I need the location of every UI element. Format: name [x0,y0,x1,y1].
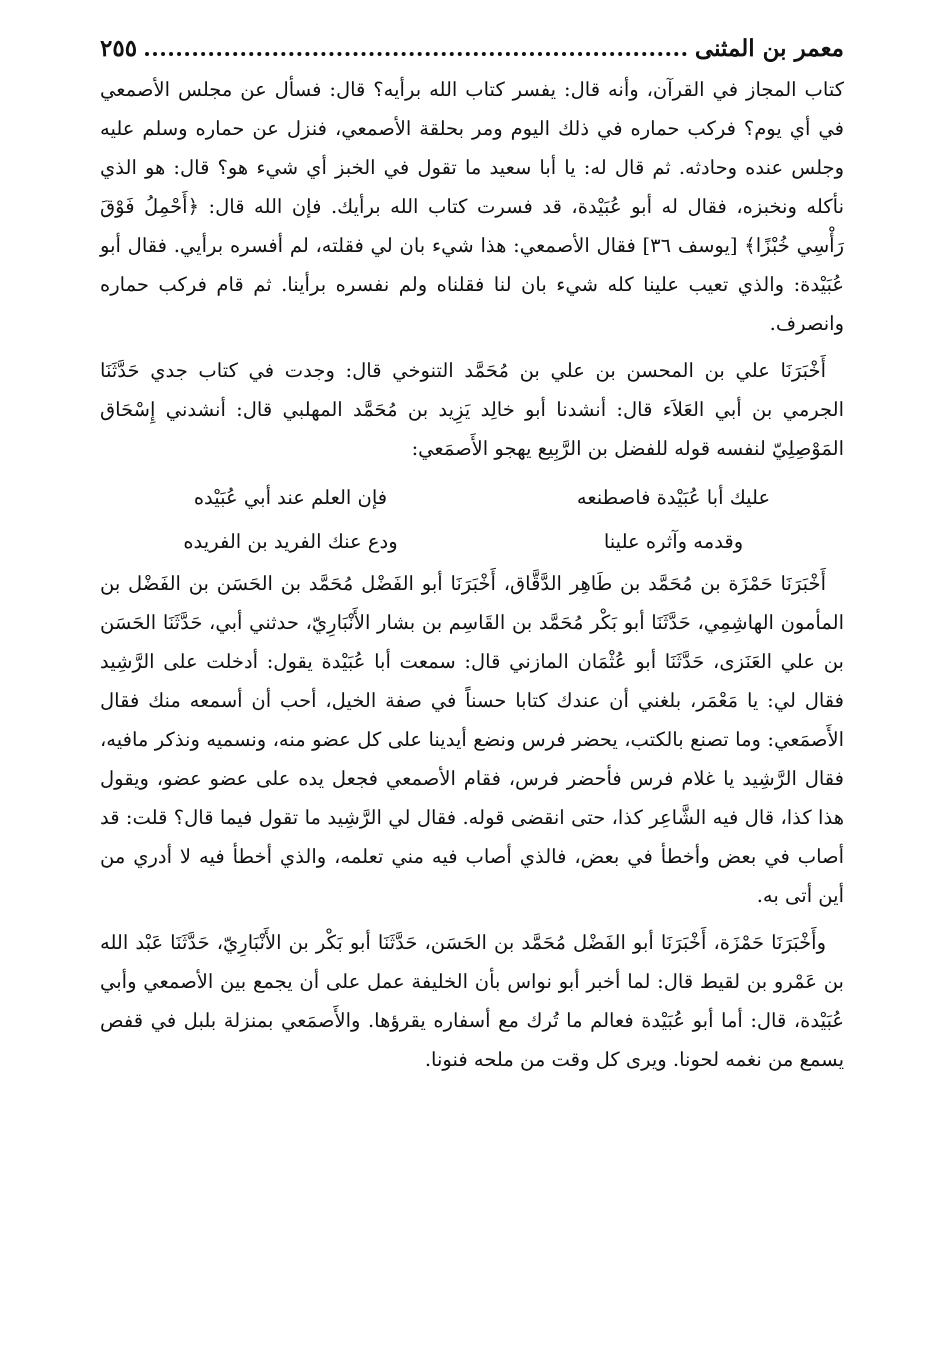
page-number: ٢٥٥ [100,34,138,62]
paragraph: وأَخْبَرَنَا حَمْزَة، أَخْبَرَنَا أبو الفَضْل مُحَمَّد بن الحَسَن، حَدَّثَنَا أبو بَكْر بن الأَنْبَارِيّ، حَدَّثَنَا عَبْد الله بن عَمْرو بن لقيط قال: لما أخبر أبو نواس بأن الخليفة عمل على أن يجمع بين الأصمعي وأبي عُبَيْدة، قال: أما أبو عُبَيْدة فعالم ما تُرك مع أسفاره يقرؤها. والأَصمَعي بمنزلة بلبل في قفص يسمع من نغمه لحونا. ويرى كل وقت من ملحه فنونا. [100,931,844,1071]
verse-first-hemistich: وقدمه وآثره علينا [603,530,744,553]
page-header [100,30,844,66]
poem [100,476,844,564]
dotted-leader [145,52,687,56]
paragraph: أَخْبَرَنَا حَمْزَة بن مُحَمَّد بن طَاهِر الدَّقَّاق، أَخْبَرَنَا أبو الفَضْل مُحَمَّد بن الحَسَن بن الفَضْل بن المأمون الهاشِمِي، حَدَّثَنَا أبو بَكْر مُحَمَّد بن القَاسِم بن بشار الأَنْبَارِيّ، حدثني أبي، حَدَّثَنَا الحَسَن بن علي العَنَزى، حَدَّثَنَا أبو عُثْمَان المازني قال: سمعت أبا عُبَيْدة يقول: أدخلت على الرَّشِيد فقال لي: يا مَعْمَر، بلغني أن عندك كتابا حسناً في صفة الخيل، أحب أن أسمعه منك فقال الأَصمَعي: وما تصنع بالكتب، يحضر فرس ونضع أيدينا على كل عضو منه، ونسميه ونذكر مافيه، فقال الرَّشِيد يا غلام فرس فأحضر فرس، فقام الأصمعي فجعل يده على عضو عضو، ويقول هذا كذا، قال فيه الشَّاعِر كذا، حتى انقضى قوله. فقال لي الرَّشِيد ما تقول فيما قال؟ قلت: قد أصاب في بعض وأخطأ في بعض، فالذي أصاب فيه مني تعلمه، والذي أخطأ فيه لا أدري من أين أتى به. [100,572,844,907]
running-title: معمر بن المثنى [694,34,844,62]
verse-first-hemistich: عليك أبا عُبَيْدة فاصطنعه [576,486,771,509]
page-body [100,70,844,1087]
verse-second-hemistich: ودع عنك الفريد بن الفريده [183,530,398,553]
poem-verse [100,476,844,520]
paragraph: كتاب المجاز في القرآن، وأنه قال: يفسر كتاب الله برأيه؟ قال: فسأل عن مجلس الأصمعي في أي يوم؟ فركب حماره في ذلك اليوم ومر بحلقة الأصمعي، فنزل عن حماره وسلم عليه وجلس عنده وحادثه. ثم قال له: يا أبا سعيد ما تقول في الخبز أي شيء هو؟ قال: هو الذي نأكله ونخبزه، فقال له أبو عُبَيْدة، قد فسرت كتاب الله برأيك. فإن الله قال: ﴿أَحْمِلُ فَوْقَ رَأْسِي خُبْزًا﴾ [يوسف ٣٦] فقال الأصمعي: هذا شيء بان لي فقلته، لم أفسره برأيي. فقال أبو عُبَيْدة: والذي تعيب علينا كله شيء بان لنا فقلناه ولم نفسره برأينا. ثم قام فركب حماره وانصرف. [100,78,844,335]
paragraph: أَخْبَرَنَا علي بن المحسن بن علي بن مُحَمَّد التنوخي قال: وجدت في كتاب جدي حَدَّثَنَا الجرمي بن أبي العَلاَء قال: أنشدنا أبو خالِد يَزِيد بن مُحَمَّد المهلبي قال: أنشدني إِسْحَاق المَوْصِلِيّ لنفسه قوله للفضل بن الرَّبِيع يهجو الأَصمَعي: [100,359,844,460]
verse-second-hemistich: فإن العلم عند أبي عُبَيْده [193,486,388,509]
poem-verse [100,520,844,564]
